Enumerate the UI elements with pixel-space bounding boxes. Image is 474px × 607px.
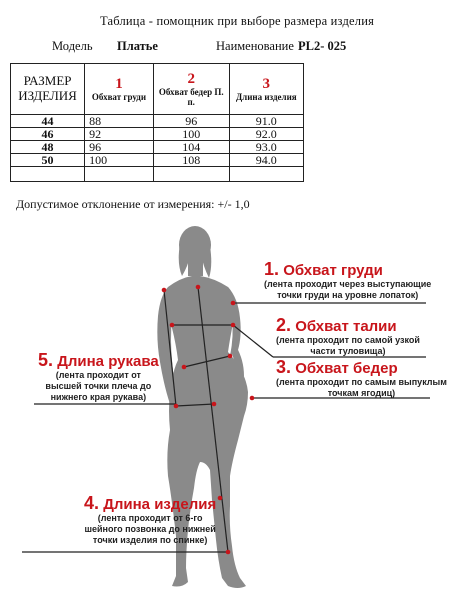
hips-cell: 108 bbox=[153, 154, 229, 167]
waist-left-dot bbox=[170, 323, 175, 328]
length-end-dot bbox=[226, 550, 231, 555]
col-length-label: Длина изделия bbox=[235, 91, 297, 102]
name-value: PL2- 025 bbox=[298, 39, 347, 53]
size-cell: 48 bbox=[11, 141, 85, 154]
sleeve-end-dot bbox=[174, 404, 179, 409]
length-cell: 94.0 bbox=[229, 154, 303, 167]
waist-desc-1: (лента проходит по самой узкой bbox=[276, 335, 420, 345]
chest-cell: 100 bbox=[85, 154, 154, 167]
length-number: 4. bbox=[84, 493, 100, 513]
chest-cell: 92 bbox=[85, 128, 154, 141]
length-mid-dot bbox=[218, 496, 223, 501]
size-cell: 46 bbox=[11, 128, 85, 141]
sleeve-title: Длина рукава bbox=[57, 353, 159, 370]
chest-title: Обхват груди bbox=[283, 262, 383, 279]
col-hips-label: Обхват бедер П. п. bbox=[158, 86, 224, 107]
model-label: Модель bbox=[52, 39, 93, 53]
hips-desc-1: (лента проходит по самым выпуклым bbox=[276, 377, 447, 387]
chest-cell: 88 bbox=[85, 115, 154, 128]
sleeve-number: 5. bbox=[38, 350, 54, 370]
chest-cell: 96 bbox=[85, 141, 154, 154]
sleeve-desc-2: высшей точки плеча до bbox=[45, 381, 152, 391]
size-cell: 50 bbox=[11, 154, 85, 167]
chest-desc-2: точки груди на уровне лопаток) bbox=[277, 290, 419, 300]
hips-title: Обхват бедер bbox=[295, 360, 398, 377]
hips-cell: 104 bbox=[153, 141, 229, 154]
hips-annotation bbox=[276, 359, 447, 399]
hips-cell: 100 bbox=[153, 128, 229, 141]
hips-cell: 96 bbox=[153, 115, 229, 128]
hips-left-dot bbox=[182, 365, 187, 370]
sleeve-annotation bbox=[38, 352, 159, 403]
sleeve-desc-3: нижнего края рукава) bbox=[50, 392, 147, 402]
shoulder-dot bbox=[162, 288, 167, 293]
waist-right-dot bbox=[231, 323, 236, 328]
chest-dot bbox=[231, 301, 236, 306]
hips-number: 3. bbox=[276, 357, 292, 377]
col-chest-number: 1 bbox=[115, 75, 123, 92]
length-desc-1: (лента проходит от 6-го bbox=[97, 513, 203, 523]
model-value: Платье bbox=[117, 39, 158, 53]
hips-back-dot bbox=[250, 396, 255, 401]
length-cell: 92.0 bbox=[229, 128, 303, 141]
col-hips-number: 2 bbox=[187, 70, 195, 87]
waist-annotation bbox=[276, 317, 420, 357]
waist-desc-2: части туловища) bbox=[310, 346, 386, 356]
hips-right-dot bbox=[228, 354, 233, 359]
length-title: Длина изделия bbox=[103, 496, 217, 513]
length-cell: 91.0 bbox=[229, 115, 303, 128]
length-cell: 93.0 bbox=[229, 141, 303, 154]
sleeve-end-dot-2 bbox=[212, 402, 217, 407]
name-label: Наименование bbox=[216, 39, 294, 53]
hips-desc-2: точкам ягодиц) bbox=[327, 388, 396, 398]
size-cell: 44 bbox=[11, 115, 85, 128]
length-desc-3: точки изделия по спинке) bbox=[92, 535, 208, 545]
sleeve-desc-1: (лента проходит от bbox=[55, 370, 141, 380]
tolerance-note: Допустимое отклонение от измерения: +/- 1,0 bbox=[16, 197, 250, 211]
col-size-label: РАЗМЕР ИЗДЕЛИЯ bbox=[18, 73, 77, 103]
col-chest-label: Обхват груди bbox=[91, 91, 147, 102]
waist-title: Обхват талии bbox=[295, 318, 397, 335]
length-desc-2: шейного позвонка до нижней bbox=[84, 524, 216, 534]
length-annotation bbox=[84, 495, 216, 546]
page-title: Таблица - помощник при выборе размера изделия bbox=[99, 14, 375, 28]
waist-number: 2. bbox=[276, 315, 292, 335]
chest-number: 1. bbox=[264, 259, 280, 279]
col-length-number: 3 bbox=[262, 75, 271, 92]
neck-dot bbox=[196, 285, 201, 290]
chest-annotation bbox=[264, 261, 431, 301]
chest-desc-1: (лента проходит через выступающие bbox=[264, 279, 432, 289]
